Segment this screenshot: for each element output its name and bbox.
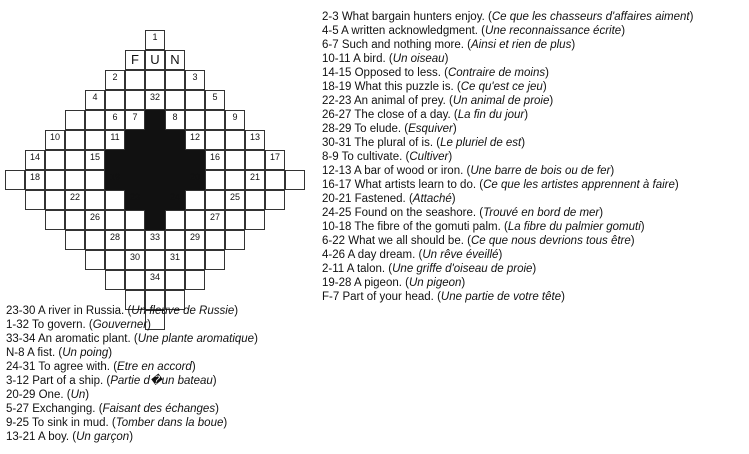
clue-french: Ce qu'est ce jeu	[460, 81, 543, 93]
grid-cell	[185, 270, 205, 290]
clue-french: Faisant des échanges	[102, 403, 216, 415]
clue-number: 19	[109, 172, 120, 182]
grid-cell	[45, 150, 65, 170]
clue-line: 4-26 A day dream. (Un rêve éveillé)	[322, 249, 503, 261]
clue-english: 8-9 To cultivate.	[322, 151, 403, 163]
grid-cell	[225, 130, 245, 150]
clue-line: 18-19 What this puzzle is. (Ce qu'est ce jeu)	[322, 81, 547, 93]
clue-number: 24	[169, 192, 180, 202]
crossword-grid	[0, 0, 310, 300]
clue-number: 25	[229, 192, 240, 202]
clue-french: Une barre de bois ou de fer	[470, 165, 611, 177]
grid-cell	[225, 210, 245, 230]
clue-english: 23-30 A river in Russia.	[6, 305, 125, 317]
clue-english: 1-32 To govern.	[6, 319, 86, 331]
grid-cell	[145, 70, 165, 90]
clue-english: 12-13 A bar of wood or iron.	[322, 165, 464, 177]
clue-line: 22-23 An animal of prey. (Un animal de proie)	[322, 95, 554, 107]
grid-cell	[185, 210, 205, 230]
clue-line: 6-22 What we all should be. (Ce que nous devrions tous être)	[322, 235, 635, 247]
grid-cell	[105, 190, 125, 210]
clue-line: 5-27 Exchanging. (Faisant des échanges)	[6, 403, 219, 415]
clue-line: 16-17 What artists learn to do. (Ce que les artistes apprennent à faire)	[322, 179, 679, 191]
grid-cell	[65, 110, 85, 130]
clue-line: 13-21 A boy. (Un garçon)	[6, 431, 134, 443]
clue-number: 33	[149, 232, 160, 242]
grid-cell	[205, 110, 225, 130]
black-cell	[145, 130, 165, 150]
black-cell	[105, 150, 125, 170]
clue-french: Trouvé en bord de mer	[483, 207, 600, 219]
clue-french: Une griffe d'oiseau de proie	[392, 263, 533, 275]
clue-french: Partie d�un bateau	[110, 375, 213, 387]
grid-cell	[45, 170, 65, 190]
clue-french: Etre en accord	[117, 361, 192, 373]
grid-cell	[245, 150, 265, 170]
clue-number: 9	[232, 112, 238, 122]
clue-english: 26-27 The close of a day.	[322, 109, 451, 121]
clue-number: 4	[92, 92, 98, 102]
grid-cell	[205, 230, 225, 250]
clue-english: 3-12 Part of a ship.	[6, 375, 104, 387]
clue-number: 14	[29, 152, 40, 162]
clue-french: Esquiver	[408, 123, 453, 135]
grid-cell	[185, 110, 205, 130]
grid-letter: F	[131, 52, 139, 67]
grid-cell	[225, 230, 245, 250]
clue-line: 24-25 Found on the seashore. (Trouvé en bord de mer)	[322, 207, 604, 219]
clue-line: 1-32 To govern. (Gouverner)	[6, 319, 151, 331]
grid-cell	[145, 250, 165, 270]
grid-cell	[85, 190, 105, 210]
clue-english: 4-26 A day dream.	[322, 249, 416, 261]
clue-number: 11	[110, 132, 120, 142]
grid-cell	[25, 190, 45, 210]
clue-english: 6-22 What we all should be.	[322, 235, 464, 247]
grid-cell	[125, 90, 145, 110]
clue-line: 10-18 The fibre of the gomuti palm. (La fibre du palmier gomuti)	[322, 221, 645, 233]
clue-line: 12-13 A bar of wood or iron. (Une barre de bois ou de fer)	[322, 165, 615, 177]
clue-number: 10	[49, 132, 60, 142]
grid-cell	[185, 250, 205, 270]
grid-cell	[105, 210, 125, 230]
clue-english: 24-31 To agree with.	[6, 361, 110, 373]
grid-cell	[85, 170, 105, 190]
clue-line: 14-15 Opposed to less. (Contraire de moins)	[322, 67, 549, 79]
clue-french: Ainsi et rien de plus	[470, 39, 572, 51]
clue-french: La fibre du palmier gomuti	[507, 221, 641, 233]
clue-line: N-8 A fist. (Un poing)	[6, 347, 113, 359]
grid-cell	[65, 170, 85, 190]
clue-line: 20-29 One. (Un)	[6, 389, 90, 401]
clue-french: Un garçon	[76, 431, 130, 443]
black-cell	[145, 170, 165, 190]
grid-cell	[165, 230, 185, 250]
clue-french: Un	[70, 389, 86, 401]
clue-line: 9-25 To sink in mud. (Tomber dans la boue)	[6, 417, 228, 429]
clue-french: Un rêve éveillé	[422, 249, 499, 261]
clue-line: 19-28 A pigeon. (Un pigeon)	[322, 277, 466, 289]
clue-english: 4-5 A written acknowledgment.	[322, 25, 478, 37]
grid-cell	[65, 230, 85, 250]
grid-cell	[245, 210, 265, 230]
clue-french: Ce que les artistes apprennent à faire	[483, 179, 675, 191]
clue-number: 30	[129, 252, 140, 262]
grid-cell	[225, 170, 245, 190]
clue-number: 1	[152, 32, 158, 42]
black-cell	[145, 190, 165, 210]
clue-english: 28-29 To elude.	[322, 123, 402, 135]
clue-line: 4-5 A written acknowledgment. (Une reconnaissance écrite)	[322, 25, 626, 37]
black-cell	[165, 150, 185, 170]
grid-cell	[265, 170, 285, 190]
clue-french: Tomber dans la boue	[115, 417, 224, 429]
clue-line: 20-21 Fastened. (Attaché)	[322, 193, 456, 205]
clue-french: Un animal de proie	[452, 95, 550, 107]
clue-french: Une plante aromatique	[137, 333, 255, 345]
grid-cell	[125, 70, 145, 90]
clue-number: 22	[69, 192, 80, 202]
grid-cell	[125, 210, 145, 230]
clue-french: Gouverner	[92, 319, 148, 331]
black-cell	[165, 130, 185, 150]
clue-french: Un poing	[62, 347, 109, 359]
clue-number: 12	[189, 132, 200, 142]
black-cell	[185, 150, 205, 170]
grid-cell	[165, 270, 185, 290]
clue-english: 6-7 Such and nothing more.	[322, 39, 464, 51]
clue-english: 20-29 One.	[6, 389, 64, 401]
grid-cell	[45, 190, 65, 210]
clue-english: 22-23 An animal of prey.	[322, 95, 446, 107]
grid-cell	[185, 90, 205, 110]
clue-english: 18-19 What this puzzle is.	[322, 81, 454, 93]
grid-letter: U	[150, 52, 160, 67]
clue-line: 2-11 A talon. (Une griffe d'oiseau de proie)	[322, 263, 537, 275]
clue-number: 7	[132, 112, 138, 122]
clue-english: N-8 A fist.	[6, 347, 56, 359]
clue-number: 13	[249, 132, 260, 142]
black-cell	[145, 150, 165, 170]
clue-line: F-7 Part of your head. (Une partie de votre tête)	[322, 291, 565, 303]
grid-cell	[125, 230, 145, 250]
clue-french: Ce que nous devrions tous être	[470, 235, 631, 247]
clue-english: 16-17 What artists learn to do.	[322, 179, 477, 191]
grid-cell	[65, 130, 85, 150]
black-cell	[145, 210, 165, 230]
clue-line: 3-12 Part of a ship. (Partie d�un bateau)	[6, 375, 217, 387]
clue-line: 28-29 To elude. (Esquiver)	[322, 123, 457, 135]
clue-french: La fin du jour	[457, 109, 525, 121]
clue-number: 21	[249, 172, 260, 182]
clue-french: Une reconnaissance écrite	[485, 25, 622, 37]
clue-number: 32	[149, 92, 160, 102]
clue-line: 10-11 A bird. (Un oiseau)	[322, 53, 449, 65]
clue-english: 13-21 A boy.	[6, 431, 70, 443]
clue-number: 6	[112, 112, 118, 122]
clue-number: 23	[129, 192, 140, 202]
clue-french: Un oiseau	[392, 53, 445, 65]
grid-letter: N	[170, 52, 180, 67]
clue-french: Un fleuve de Russie	[131, 305, 235, 317]
clue-english: F-7 Part of your head.	[322, 291, 434, 303]
clue-french: Attaché	[412, 193, 452, 205]
clue-number: 15	[89, 152, 100, 162]
clue-line: 24-31 To agree with. (Etre en accord)	[6, 361, 196, 373]
clue-english: 9-25 To sink in mud.	[6, 417, 109, 429]
clue-number: 31	[169, 252, 180, 262]
clue-number: 26	[89, 212, 100, 222]
grid-cell	[85, 230, 105, 250]
clue-number: 28	[109, 232, 120, 242]
clue-english: 10-18 The fibre of the gomuti palm.	[322, 221, 501, 233]
grid-cell	[165, 90, 185, 110]
clue-french: Une partie de votre tête	[440, 291, 562, 303]
grid-cell	[165, 210, 185, 230]
clue-english: 33-34 An aromatic plant.	[6, 333, 131, 345]
grid-cell	[245, 190, 265, 210]
clue-english: 19-28 A pigeon.	[322, 277, 402, 289]
grid-cell	[85, 130, 105, 150]
clue-english: 20-21 Fastened.	[322, 193, 406, 205]
clue-french: Ce que les chasseurs d'affaires aiment	[491, 11, 690, 23]
grid-cell	[165, 70, 185, 90]
grid-cell	[205, 130, 225, 150]
clue-english: 30-31 The plural of is.	[322, 137, 434, 149]
clue-english: 24-25 Found on the seashore.	[322, 207, 477, 219]
black-cell	[125, 170, 145, 190]
grid-cell	[65, 150, 85, 170]
black-cell	[165, 170, 185, 190]
grid-cell	[205, 250, 225, 270]
clue-number: 5	[212, 92, 218, 102]
grid-cell	[105, 250, 125, 270]
black-cell	[125, 130, 145, 150]
grid-cell	[205, 170, 225, 190]
grid-cell	[285, 170, 305, 190]
grid-cell	[265, 190, 285, 210]
clue-number: 16	[209, 152, 220, 162]
clue-english: 14-15 Opposed to less.	[322, 67, 441, 79]
clue-english: 2-11 A talon.	[322, 263, 386, 275]
grid-cell	[205, 190, 225, 210]
clue-french: Cultiver	[409, 151, 449, 163]
grid-cell	[5, 170, 25, 190]
clue-line: 2-3 What bargain hunters enjoy. (Ce que les chasseurs d'affaires aiment)	[322, 11, 694, 23]
clue-french: Contraire de moins	[447, 67, 546, 79]
clue-number: 8	[172, 112, 178, 122]
grid-cell	[185, 190, 205, 210]
clue-number: 20	[189, 172, 200, 182]
clue-line: 6-7 Such and nothing more. (Ainsi et rien de plus)	[322, 39, 576, 51]
black-cell	[145, 110, 165, 130]
clue-english: 2-3 What bargain hunters enjoy.	[322, 11, 485, 23]
clue-line: 23-30 A river in Russia. (Un fleuve de Russie)	[6, 305, 239, 317]
black-cell	[125, 150, 145, 170]
grid-cell	[45, 210, 65, 230]
grid-cell	[85, 110, 105, 130]
clue-line: 30-31 The plural of is. (Le pluriel de est)	[322, 137, 526, 149]
clue-line: 26-27 The close of a day. (La fin du jour)	[322, 109, 529, 121]
clue-line: 8-9 To cultivate. (Cultiver)	[322, 151, 453, 163]
grid-cell	[85, 250, 105, 270]
clue-line: 33-34 An aromatic plant. (Une plante aromatique)	[6, 333, 258, 345]
clue-number: 34	[149, 272, 160, 282]
grid-cell	[125, 270, 145, 290]
clue-number: 17	[269, 152, 280, 162]
grid-cell	[105, 270, 125, 290]
clue-number: 27	[209, 212, 220, 222]
grid-cell	[105, 90, 125, 110]
clue-english: 10-11 A bird.	[322, 53, 386, 65]
clue-french: Le pluriel de est	[440, 137, 522, 149]
grid-cell	[65, 210, 85, 230]
clue-number: 29	[189, 232, 200, 242]
grid-cell	[225, 150, 245, 170]
clue-number: 2	[112, 72, 118, 82]
clue-number: 18	[29, 172, 40, 182]
clue-french: Un pigeon	[408, 277, 462, 289]
clue-english: 5-27 Exchanging.	[6, 403, 96, 415]
clue-number: 3	[192, 72, 198, 82]
